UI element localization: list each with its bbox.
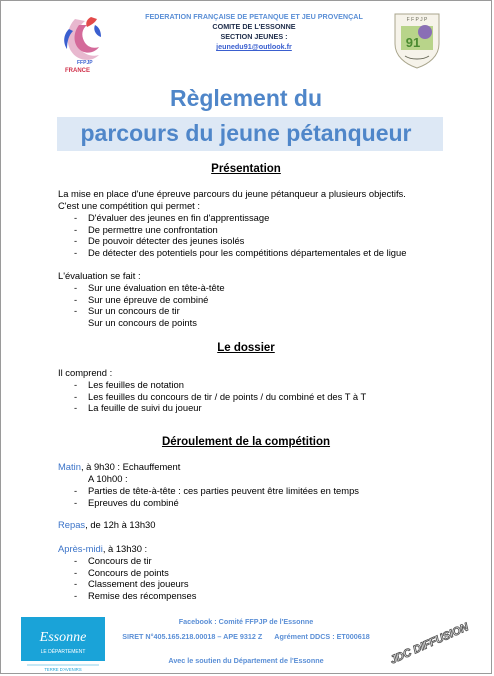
logo-right-num: 91 (405, 35, 421, 50)
dossier-list (58, 379, 366, 414)
list-item: - La feuille de suivi du joueur (74, 402, 202, 414)
matin-list (58, 485, 359, 508)
repas-line (58, 519, 156, 531)
logo-left-text2: FRANCE (65, 68, 90, 74)
header-comite: COMITE DE L'ESSONNE (212, 22, 296, 31)
footer-agrement: Agrément DDCS : ET000618 (274, 632, 370, 641)
list-item: - De détecter des potentiels pour les compétitions départementales et de ligue (74, 246, 407, 258)
presentation-paragraph: La mise en place d'une épreuve parcours du jeune pétanqueur a plusieurs objectifs. (58, 188, 406, 199)
header-section: SECTION JEUNES : (220, 32, 288, 41)
list-item: - Remise des récompenses (74, 589, 197, 601)
matin-label: Matin (58, 461, 81, 472)
dossier-intro: Il comprend : (58, 367, 113, 378)
dossier-heading: Le dossier (217, 342, 275, 354)
repas-label: Repas (58, 519, 86, 530)
list-item: - Les feuilles de notation (74, 379, 184, 390)
footer-facebook: Facebook : Comité FFPJP de l'Essonne (178, 617, 314, 626)
list-item: Sur un concours de points (88, 316, 197, 328)
essonne-tag: TERRE D'AVENIRS (44, 667, 82, 672)
list-item: - Sur une évaluation en tête-à-tête (74, 282, 225, 293)
footer-siret: SIRET N°405.165.218.00018 – APE 9312 Z (122, 632, 263, 641)
aprem-line (58, 543, 147, 555)
repas-text: , de 12h à 13h30 (85, 519, 156, 530)
list-item: - D'évaluer des jeunes en fin d'apprentissage (74, 212, 270, 223)
matin-second: A 10h00 : (88, 473, 128, 484)
aprem-list (58, 555, 196, 601)
evaluation-list (58, 282, 225, 328)
jdc-diffusion-stamp (379, 611, 479, 671)
objectives-list (58, 212, 406, 258)
list-item: - De permettre une confrontation (74, 223, 218, 235)
stamp-text: JDC DIFFUSION (388, 621, 471, 667)
essonne-name: Essonne (39, 630, 87, 645)
presentation-heading: Présentation (211, 163, 281, 175)
list-item: - Classement des joueurs (74, 578, 189, 590)
footer-support: Avec le soutien du Département de l'Essonne (168, 656, 324, 665)
logo-right-text: F F P J P (406, 17, 428, 23)
list-item: - Concours de tir (74, 555, 152, 566)
list-item: - Sur un concours de tir (74, 305, 180, 317)
header-federation: FEDERATION FRANÇAISE DE PETANQUE ET JEU PROVENÇAL (145, 12, 363, 21)
aprem-text: , à 13h30 : (102, 543, 148, 554)
matin-line (58, 461, 180, 473)
header-block (119, 12, 389, 52)
title-line1: Règlement du (169, 85, 323, 111)
ffpjp-91-shield-logo (391, 10, 443, 70)
list-item: - Concours de points (74, 566, 169, 578)
presentation-intro: C'est une compétition qui permet : (58, 200, 200, 211)
list-item: - De pouvoir détecter des jeunes isolés (74, 235, 245, 247)
header-email-link[interactable]: jeunedu91@outlook.fr (216, 42, 292, 51)
list-item: - Parties de tête-à-tête : ces parties peuvent être limitées en temps (74, 485, 359, 496)
matin-text: , à 9h30 : Echauffement (80, 461, 181, 472)
list-item: - Sur une épreuve de combiné (74, 293, 209, 305)
list-item: - Epreuves du combiné (74, 496, 179, 508)
essonne-sub: LE DÉPARTEMENT (40, 649, 86, 655)
title-line2: parcours du jeune pétanqueur (80, 120, 412, 146)
ffpjp-rooster-logo (57, 11, 113, 75)
list-item: - Les feuilles du concours de tir / de points / du combiné et des T à T (74, 390, 367, 402)
aprem-label: Après-midi (58, 543, 103, 554)
evaluation-intro: L'évaluation se fait : (58, 270, 141, 281)
deroulement-heading: Déroulement de la compétition (161, 436, 331, 448)
logo-left-text1: FFPJP (77, 60, 93, 66)
